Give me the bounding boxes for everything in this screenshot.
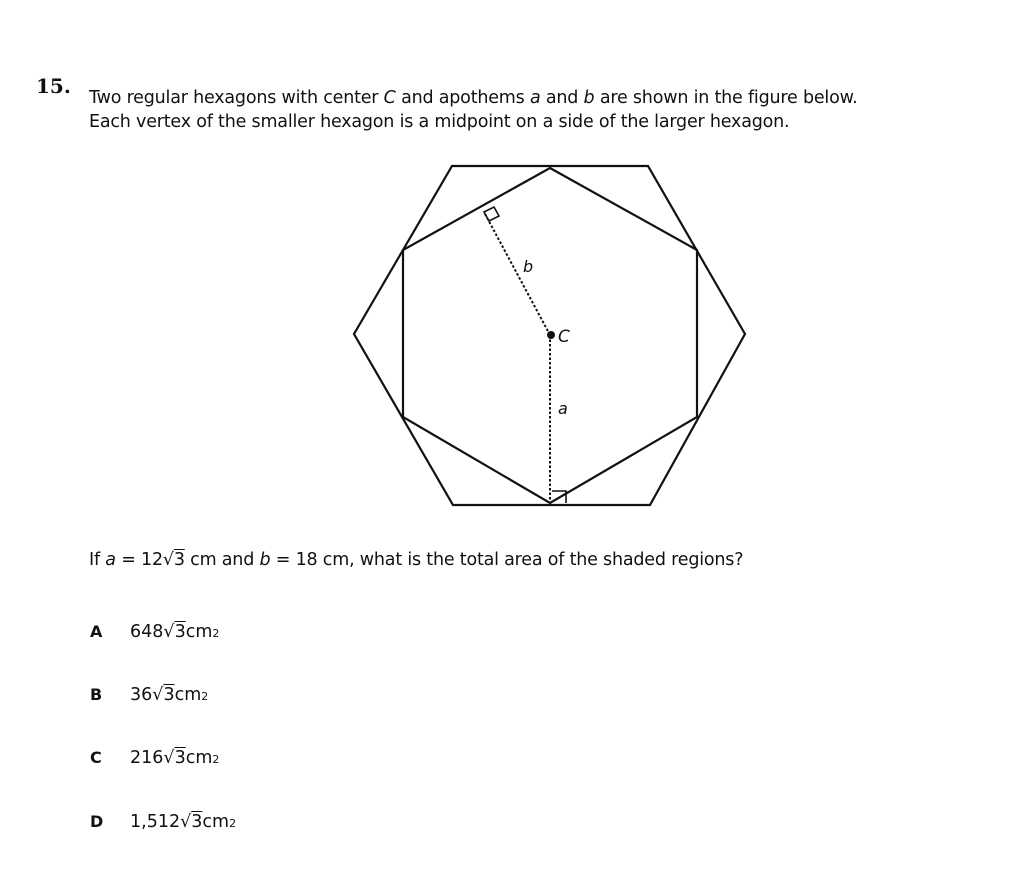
radicand: 3 — [174, 622, 186, 642]
label-b: b — [523, 257, 534, 276]
choice-d[interactable] — [90, 812, 236, 832]
stem-text: and apothems — [395, 88, 530, 108]
var-b: b — [259, 550, 271, 570]
choice-exponent: 2 — [212, 753, 220, 766]
choice-exponent: 2 — [212, 627, 220, 640]
stem-text: and — [540, 88, 584, 108]
label-center-c: C — [558, 327, 570, 347]
radicand: 3 — [173, 550, 185, 570]
var-a: a — [105, 550, 116, 570]
radicand: 3 — [163, 685, 175, 705]
choice-exponent: 2 — [201, 690, 209, 703]
sqrt-symbol: √3 — [163, 622, 186, 642]
question-number: 15. — [36, 74, 71, 98]
prompt-text: = 18 cm, what is the total area of the shaded regions? — [270, 550, 744, 570]
choice-exponent: 2 — [229, 817, 237, 830]
choice-letter: B — [90, 685, 103, 704]
center-point — [547, 331, 555, 339]
choice-unit: cm — [202, 812, 230, 832]
choice-unit: cm — [185, 622, 213, 642]
stem-text: Two regular hexagons with center — [89, 88, 384, 108]
choice-b[interactable] — [90, 685, 208, 705]
stem-line-2: Each vertex of the smaller hexagon is a midpoint on a side of the larger hexagon. — [89, 112, 790, 132]
stem-text: are shown in the figure below. — [594, 88, 858, 108]
choice-coefficient: 36 — [130, 685, 153, 705]
sqrt-symbol: √3 — [162, 550, 185, 570]
choice-coefficient: 1,512 — [130, 812, 181, 832]
apothem-b-line — [484, 212, 550, 335]
sqrt-symbol: √3 — [163, 748, 186, 768]
right-angle-mark-b — [484, 207, 499, 221]
choice-letter: A — [90, 622, 103, 641]
prompt-text: cm and — [184, 550, 260, 570]
choice-letter: C — [90, 748, 102, 767]
choice-unit: cm — [185, 748, 213, 768]
choice-unit: cm — [174, 685, 202, 705]
var-c: C — [383, 88, 396, 108]
label-a: a — [558, 399, 568, 418]
sqrt-symbol: √3 — [152, 685, 175, 705]
var-a: a — [529, 88, 541, 108]
radicand: 3 — [191, 812, 203, 832]
prompt-text: If — [89, 550, 106, 570]
choice-coefficient: 216 — [130, 748, 164, 768]
var-b: b — [583, 88, 595, 108]
prompt-text: = 12 — [115, 550, 163, 570]
question-prompt — [89, 550, 743, 570]
choice-a[interactable] — [90, 622, 219, 642]
choice-coefficient: 648 — [130, 622, 164, 642]
sqrt-symbol: √3 — [180, 812, 203, 832]
choice-letter: D — [90, 812, 104, 831]
radicand: 3 — [174, 748, 186, 768]
choice-c[interactable] — [90, 748, 219, 768]
